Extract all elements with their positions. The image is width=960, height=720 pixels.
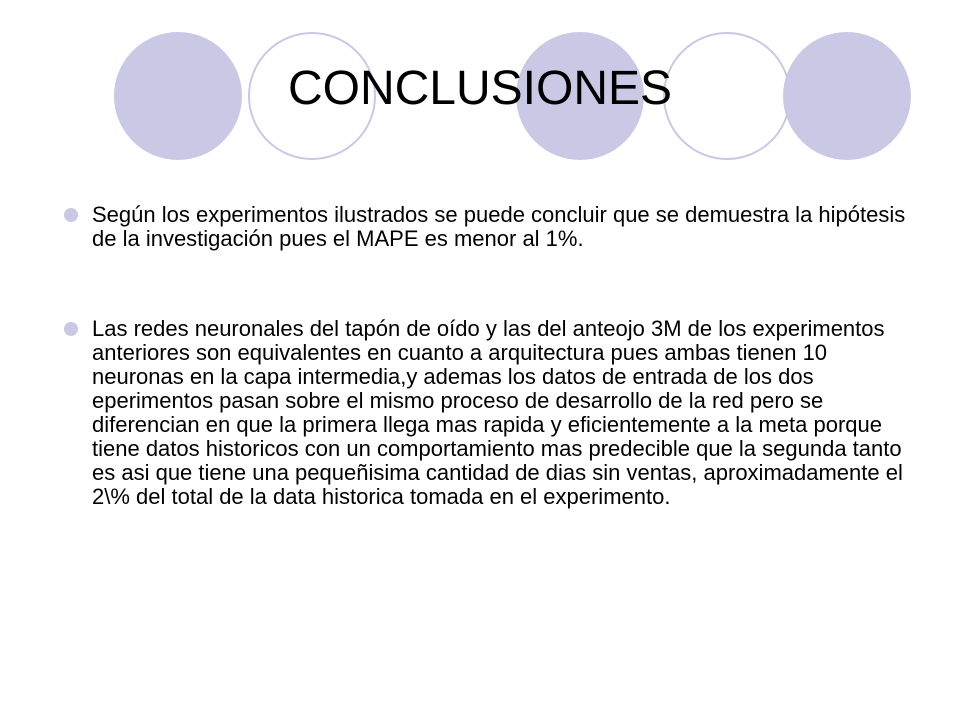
bullet-item-1: Según los experimentos ilustrados se puede concluir que se demuestra la hipótesis de la investigación pues el MAPE es menor al 1%.: [92, 202, 906, 251]
bullet-dot-icon: [64, 322, 78, 336]
slide-title: CONCLUSIONES: [287, 62, 673, 115]
bullet-item-2: Las redes neuronales del tapón de oído y las del anteojo 3M de los experimentos anteriores son equivalentes en cuanto a arquitectura pues ambas tienen 10 neuronas en la capa intermedia,y ademas los datos de entrada de los dos eperimentos pasan sobre el mismo proceso de desarrollo de la red pero se diferencian en que la primera llega mas rapida y eficientemente a la meta porque tiene datos historicos con un comportamiento mas predecible que la segunda tanto es asi que tiene una pequeñisima cantidad de dias sin ventas, aproximadamente el 2\% del total de la data historica tomada en el experimento.: [92, 316, 903, 509]
bullet-dot-icon: [64, 208, 78, 222]
